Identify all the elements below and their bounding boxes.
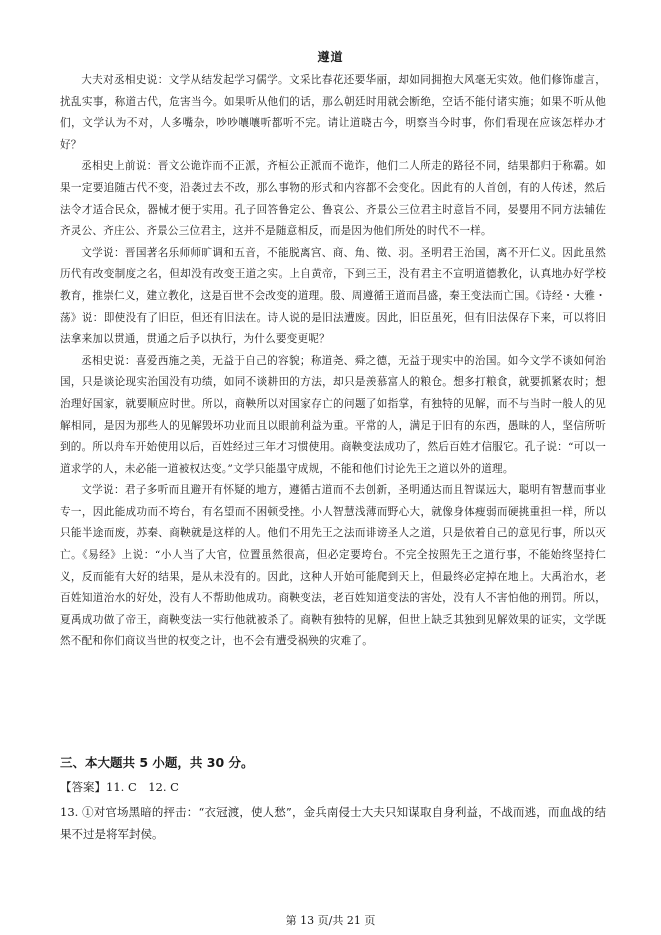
page-number: 第 13 页/共 21 页 [285, 914, 376, 927]
paragraph-2: 丞相史上前说：晋文公诡诈而不正派，齐桓公正派而不诡诈，他们二人所走的路径不同，结果都归于称霸。如果一定要追随古代不变，沿袭过去不改，那么事物的形式和内容都不会变化。因此有的人首创，有的人传述，然后法令才适合民众，器械才便于实用。孔子回答鲁定公、鲁哀公、齐景公三位君主时意旨不同，晏婴用不同方法辅佐齐灵公、齐庄公、齐景公三位君主，这并不是随意相反，而是因为他们所处的时代不一样。 [60, 160, 606, 238]
article-body [60, 70, 606, 653]
answer-line: 【答案】11. C 12. C [60, 780, 179, 794]
paragraph-4: 丞相史说：喜爱西施之美，无益于自己的容貌；称道尧、舜之德，无益于现实中的治国。如今文学不谈如何治国，只是谈论现实治国没有功绩，如同不谈耕田的方法，却只是羡慕富人的粮仓。想多打粮食，就要抓紧农时；想治理好国家，就要顺应时世。所以，商鞅所以对国家存亡的问题了如指掌，有独特的见解，而不与当时一般人的见解相同，是因为那些人的见解毁坏功业而且以眼前利益为重。平常的人，满足于旧有的东西，愚昧的人，坚信所听到的。所以舟车开始使用以后，百姓经过三年才习惯使用。商鞅变法成功了，然后百姓才信服它。孔子说：“可以一道求学的人，未必能一道被权达变。”文学只能墨守成规，不能和他们讨论先王之道以外的道理。 [60, 354, 606, 475]
paragraph-1: 大夫对丞相史说：文学从结发起学习儒学。文采比春花还要华丽，却如同拥抱大风毫无实效。他们修饰虚言，扰乱实事，称道古代，危害当今。如果听从他们的话，那么朝廷时用就会断绝，空话不能付诸实施；如果不听从他们，文学认为不对，人多嘴杂，吵吵嚷嚷听都听不完。请让道晓古今，明察当今时事，你们看现在应该怎样办才好？ [60, 74, 606, 151]
section-heading: 三、本大题共 5 小题，共 30 分。 [60, 755, 254, 770]
article-title: 遵道 [317, 50, 344, 64]
paragraph-5: 文学说：君子多听而且避开有怀疑的地方，遵循古道而不去创新，圣明通达而且智谋远大，聪明有智慧而事业专一，因此能成功而不垮台，有名望而不困顿受挫。小人智慧浅薄而野心大，就像身体瘦弱而硬挑重担一样，所以只能半途而废，苏秦、商鞅就是这样的人。他们不用先王之法而诽谤圣人之道，只是依着自己的意见行事，所以灭亡。《易经》上说：“小人当了大官，位置虽然很高，但必定要垮台。不完全按照先王之道行事，不能始终坚持仁义，反而能有大好的结果，是从未没有的。因此，这种人开始可能爬到天上，但最终必定掉在地上。大禹治水，老百姓知道治水的好处，没有人不帮助他成功。商鞅变法，老百姓知道变法的害处，没有人不害怕他的刑罚。所以，夏禹成功做了帝王，商鞅变法一实行他就被杀了。商鞅有独特的见解，但世上缺乏其独到见解效果的证实，文学既然不配和你们商议当世的权变之计，也不会有遭受祸殃的灾难了。 [60, 484, 606, 648]
question-13-text: 13. ①对官场黑暗的抨击：“衣冠渡，使人愁”，金兵南侵士大夫只知谋取自身利益，不战而逃，而血战的结果不过是将军封侯。 [60, 805, 606, 841]
paragraph-3: 文学说：晋国著名乐师师旷调和五音，不能脱离宫、商、角、徵、羽。圣明君王治国，离不开仁义。因此虽然历代有改变制度之名，但却没有改变王道之实。上自黄帝，下到三王，没有君主不宣明道德教化，认真地办好学校教育，推崇仁义，建立教化，这是百世不会改变的道理。殷、周遵循王道而昌盛，秦王变法而亡国。《诗经・大雅・荡》说：即使没有了旧臣，但还有旧法在。诗人说的是旧法遭废。因此，旧臣虽死，但有旧法保存下来，可以将旧法拿来加以贯通，贯通之后予以执行，为什么要变更呢？ [60, 246, 606, 346]
